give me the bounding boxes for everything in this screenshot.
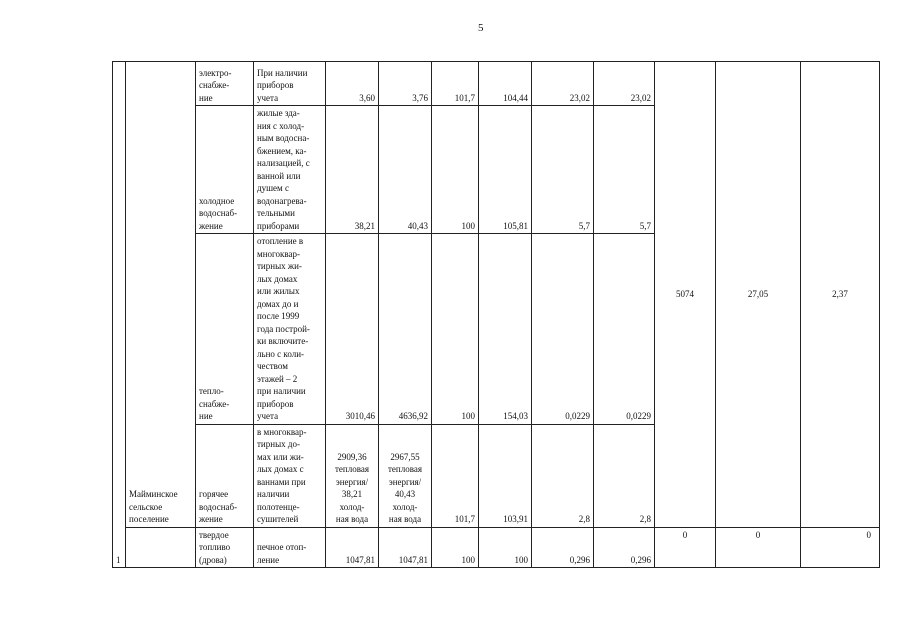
norm-value: 5,7 bbox=[532, 106, 594, 234]
norm-value: 23,02 bbox=[532, 62, 594, 106]
index-value: 100 bbox=[432, 527, 479, 568]
row-index: 1 bbox=[113, 62, 126, 568]
index-value: 100 bbox=[479, 527, 532, 568]
settlement-name-empty bbox=[126, 527, 196, 568]
norm-value: 5,7 bbox=[594, 106, 655, 234]
tariff-value: 3,76 bbox=[379, 62, 432, 106]
summary-value: 2,37 bbox=[801, 62, 880, 528]
table-row bbox=[113, 62, 880, 106]
tariff-value: 3,60 bbox=[326, 62, 379, 106]
index-value: 101,7 bbox=[432, 62, 479, 106]
index-value: 100 bbox=[432, 234, 479, 425]
tariff-value: 4636,92 bbox=[379, 234, 432, 425]
index-value: 104,44 bbox=[479, 62, 532, 106]
tariff-value: 2909,36 тепловая энергия/ 38,21 холод- ная вода bbox=[326, 424, 379, 527]
norm-value: 0,0229 bbox=[594, 234, 655, 425]
settlement-name: Майминское сельское поселение bbox=[126, 62, 196, 528]
service-type: твердое топливо (дрова) bbox=[196, 527, 254, 568]
tariff-value: 40,43 bbox=[379, 106, 432, 234]
norm-value: 0,296 bbox=[594, 527, 655, 568]
norm-value: 23,02 bbox=[594, 62, 655, 106]
consumption-condition: отопление в многоквар- тирных жи- лых домах или жилых домах до и после 1999 года построй- ки включите- льно с коли- чеством этажей – 2 при наличии приборов учета bbox=[254, 234, 326, 425]
service-type: горячее водоснаб- жение bbox=[196, 424, 254, 527]
service-type: электро- снабже- ние bbox=[196, 62, 254, 106]
index-value: 101,7 bbox=[432, 424, 479, 527]
service-type: тепло- снабже- ние bbox=[196, 234, 254, 425]
index-value: 100 bbox=[432, 106, 479, 234]
tariff-value: 2967,55 тепловая энергия/ 40,43 холод- ная вода bbox=[379, 424, 432, 527]
tariff-table bbox=[112, 61, 880, 568]
service-type: холодное водоснаб- жение bbox=[196, 106, 254, 234]
summary-value: 0 bbox=[716, 527, 801, 568]
norm-value: 2,8 bbox=[594, 424, 655, 527]
index-value: 105,81 bbox=[479, 106, 532, 234]
summary-value: 0 bbox=[655, 527, 716, 568]
consumption-condition: жилые зда- ния с холод- ным водосна- бжением, ка- нализацией, с ванной или душем с водонагрева- тельными приборами bbox=[254, 106, 326, 234]
index-value: 103,91 bbox=[479, 424, 532, 527]
page-number: 5 bbox=[478, 22, 484, 34]
tariff-value: 1047,81 bbox=[379, 527, 432, 568]
norm-value: 0,296 bbox=[532, 527, 594, 568]
summary-value: 5074 bbox=[655, 62, 716, 528]
tariff-value: 1047,81 bbox=[326, 527, 379, 568]
consumption-condition: в многоквар- тирных до- мах или жи- лых домах с ваннами при наличии полотенце- сушителей bbox=[254, 424, 326, 527]
tariff-value: 3010,46 bbox=[326, 234, 379, 425]
consumption-condition: печное отоп- ление bbox=[254, 527, 326, 568]
index-value: 154,03 bbox=[479, 234, 532, 425]
summary-value: 27,05 bbox=[716, 62, 801, 528]
summary-value: 0 bbox=[801, 527, 880, 568]
table-row bbox=[113, 527, 880, 568]
tariff-value: 38,21 bbox=[326, 106, 379, 234]
consumption-condition: При наличии приборов учета bbox=[254, 62, 326, 106]
norm-value: 2,8 bbox=[532, 424, 594, 527]
norm-value: 0,0229 bbox=[532, 234, 594, 425]
